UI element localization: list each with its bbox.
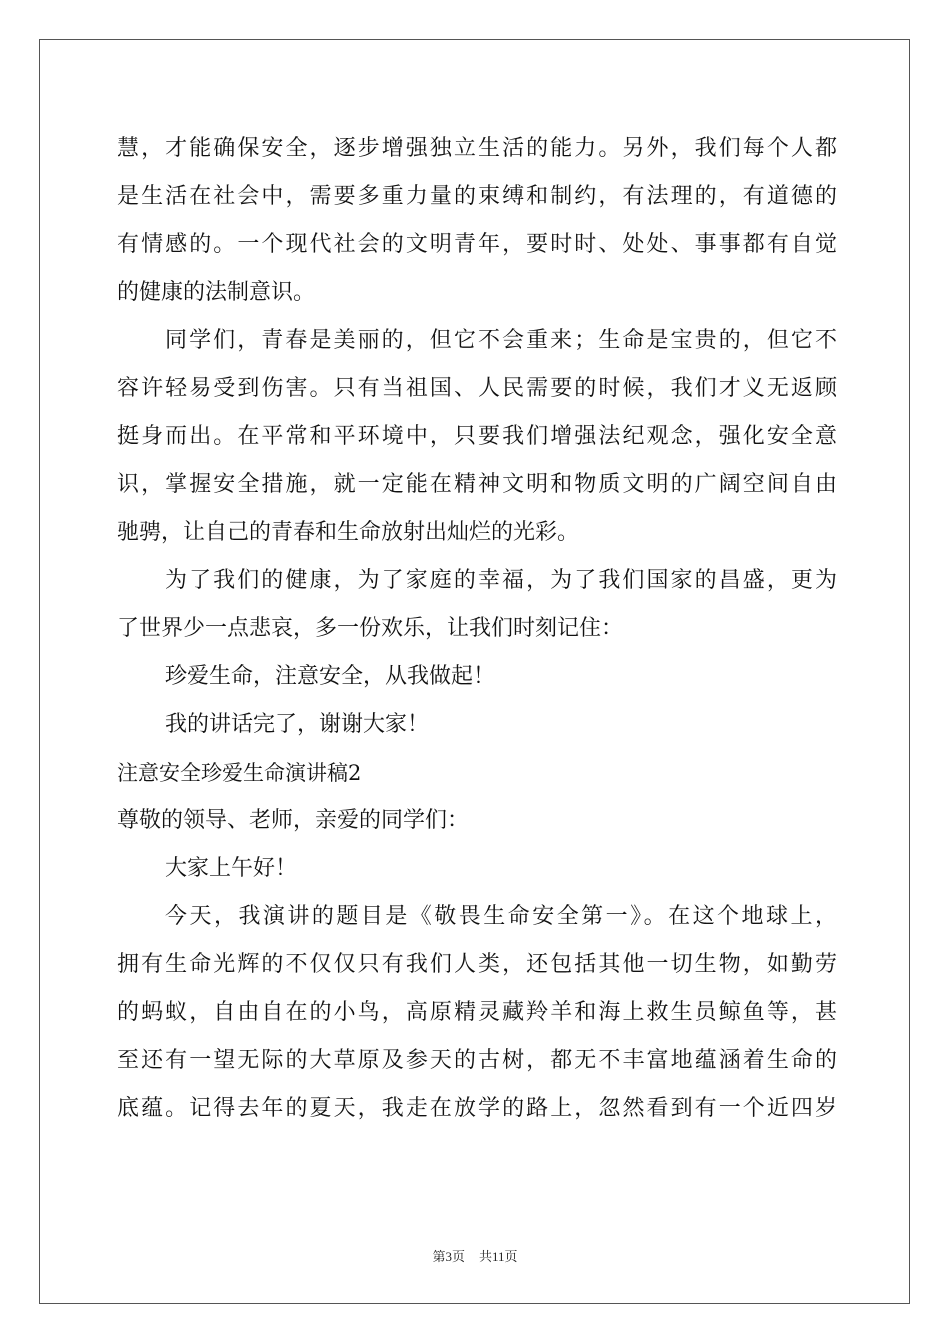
document-body xyxy=(117,125,837,1133)
section-title: 注意安全珍爱生命演讲稿2 xyxy=(117,761,362,785)
page-number: 第3页 xyxy=(432,1249,465,1264)
page-total: 共11页 xyxy=(478,1249,518,1264)
text-line: 的蚂蚁，自由自在的小鸟，高原精灵藏羚羊和海上救生员鲸鱼等，甚 xyxy=(117,1000,837,1025)
text-line: 珍爱生命，注意安全，从我做起！ xyxy=(165,664,496,689)
text-line: 同学们，青春是美丽的，但它不会重来；生命是宝贵的，但它不 xyxy=(165,328,837,353)
text-line: 有情感的。一个现代社会的文明青年，要时时、处处、事事都有自觉 xyxy=(117,232,837,257)
text-line: 容许轻易受到伤害。只有当祖国、人民需要的时候，我们才义无返顾 xyxy=(117,376,837,401)
text-line: 今天，我演讲的题目是《敬畏生命安全第一》。在这个地球上， xyxy=(165,904,837,929)
text-line: 了世界少一点悲哀，多一份欢乐，让我们时刻记住： xyxy=(117,616,624,641)
text-line: 为了我们的健康，为了家庭的幸福，为了我们国家的昌盛，更为 xyxy=(165,568,837,593)
text-line: 我的讲话完了，谢谢大家！ xyxy=(165,712,430,737)
text-line: 驰骋，让自己的青春和生命放射出灿烂的光彩。 xyxy=(117,520,580,545)
text-line: 底蕴。记得去年的夏天，我走在放学的路上，忽然看到有一个近四岁 xyxy=(117,1096,837,1121)
text-line: 挺身而出。在平常和平环境中，只要我们增强法纪观念，强化安全意 xyxy=(117,424,837,449)
text-line: 识，掌握安全措施，就一定能在精神文明和物质文明的广阔空间自由 xyxy=(117,472,837,497)
page-footer xyxy=(0,1246,950,1265)
text-line: 拥有生命光辉的不仅仅只有我们人类，还包括其他一切生物，如勤劳 xyxy=(117,952,837,977)
text-line: 的健康的法制意识。 xyxy=(117,280,316,305)
text-line: 是生活在社会中，需要多重力量的束缚和制约，有法理的，有道德的 xyxy=(117,184,837,209)
greeting: 大家上午好！ xyxy=(165,856,298,881)
text-line: 至还有一望无际的大草原及参天的古树，都无不丰富地蕴涵着生命的 xyxy=(117,1048,837,1073)
salutation: 尊敬的领导、老师，亲爱的同学们： xyxy=(117,808,470,833)
text-line: 慧，才能确保安全，逐步增强独立生活的能力。另外，我们每个人都 xyxy=(117,136,837,161)
